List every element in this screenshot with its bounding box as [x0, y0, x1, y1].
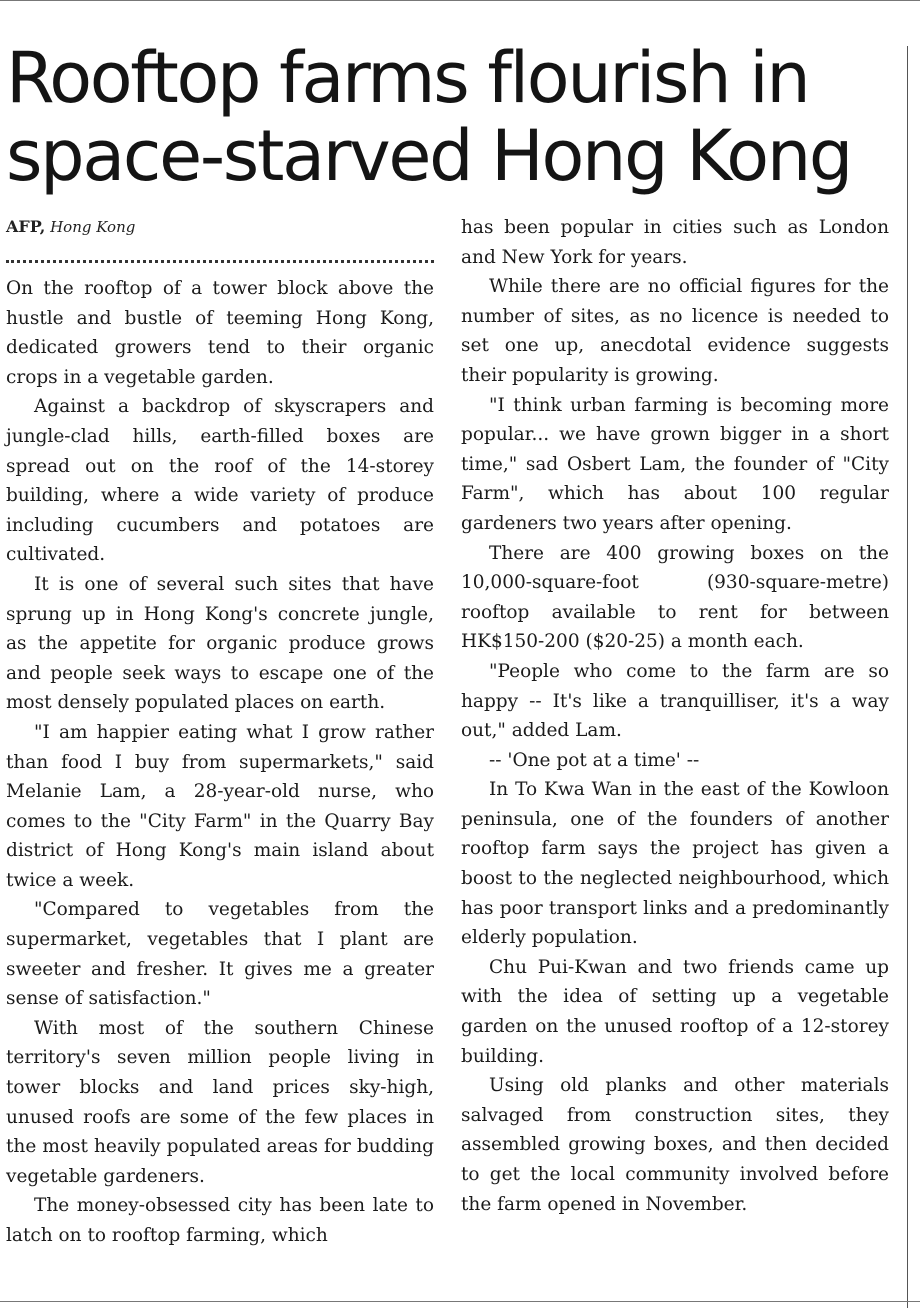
article-column-2	[461, 213, 889, 1219]
paragraph: There are 400 growing boxes on the 10,000-square-foot (930-square-metre) rooftop available to rent for between HK$150-200 ($20-25) a month each.	[461, 542, 889, 653]
paragraph: Using old planks and other materials salvaged from construction sites, they assembled growing boxes, and then decided to get the local community involved before the farm opened in November.	[461, 1075, 889, 1215]
paragraph: Against a backdrop of skyscrapers and jungle-clad hills, earth-filled boxes are spread out on the roof of the 14-storey building, where a wide variety of produce including cucumbers and potatoes are cultivated.	[6, 396, 434, 566]
paragraph: The money-obsessed city has been late to latch on to rooftop farming, which	[6, 1195, 434, 1246]
paragraph: In To Kwa Wan in the east of the Kowloon peninsula, one of the founders of another rooftop farm says the project has given a boost to the neglected neighbourhood, which has poor transport links and a predominantly elderly population.	[461, 779, 889, 949]
paragraph: has been popular in cities such as London and New York for years.	[461, 217, 889, 268]
column-rule	[907, 46, 908, 1308]
headline: Rooftop farms flourish in space-starved Hong Kong	[6, 37, 852, 197]
paragraph: It is one of several such sites that have sprung up in Hong Kong's concrete jungle, as the appetite for organic produce grows and people seek ways to escape one of the most densely populated places on earth.	[6, 573, 434, 714]
paragraph: "I am happier eating what I grow rather than food I buy from supermarkets," said Melanie Lam, a 28-year-old nurse, who comes to the "City Farm" in the Quarry Bay district of Hong Kong's main island about twice a week.	[6, 721, 434, 891]
article-column-1	[6, 274, 434, 1251]
paragraph: On the rooftop of a tower block above the hustle and bustle of teeming Hong Kong, dedicated growers tend to their organic crops in a vegetable garden.	[6, 278, 434, 388]
paragraph: "I think urban farming is becoming more popular... we have grown bigger in a short time," sad Osbert Lam, the founder of "City Farm", which has about 100 regular gardeners two years after opening.	[461, 394, 889, 534]
byline	[6, 217, 135, 236]
bottom-rule	[0, 1301, 920, 1302]
paragraph: With most of the southern Chinese territory's seven million people living in tower blocks and land prices sky-high, unused roofs are some of the few places in the most heavily populated areas for budding vegetable gardeners.	[6, 1017, 434, 1187]
byline-agency: AFP,	[6, 217, 46, 236]
paragraph: While there are no official figures for the number of sites, as no licence is needed to set one up, anecdotal evidence suggests their popularity is growing.	[461, 276, 889, 386]
dotted-divider	[6, 260, 434, 263]
paragraph: Chu Pui-Kwan and two friends came up with the idea of setting up a vegetable garden on the unused rooftop of a 12-storey building.	[461, 956, 889, 1067]
section-subheading: -- 'One pot at a time' --	[489, 749, 700, 771]
paragraph: "People who come to the farm are so happy -- It's like a tranquilliser, it's a way out," added Lam.	[461, 660, 889, 742]
byline-location: Hong Kong	[50, 218, 136, 236]
paragraph: "Compared to vegetables from the supermarket, vegetables that I plant are sweeter and fresher. It gives me a greater sense of satisfaction."	[6, 899, 434, 1010]
